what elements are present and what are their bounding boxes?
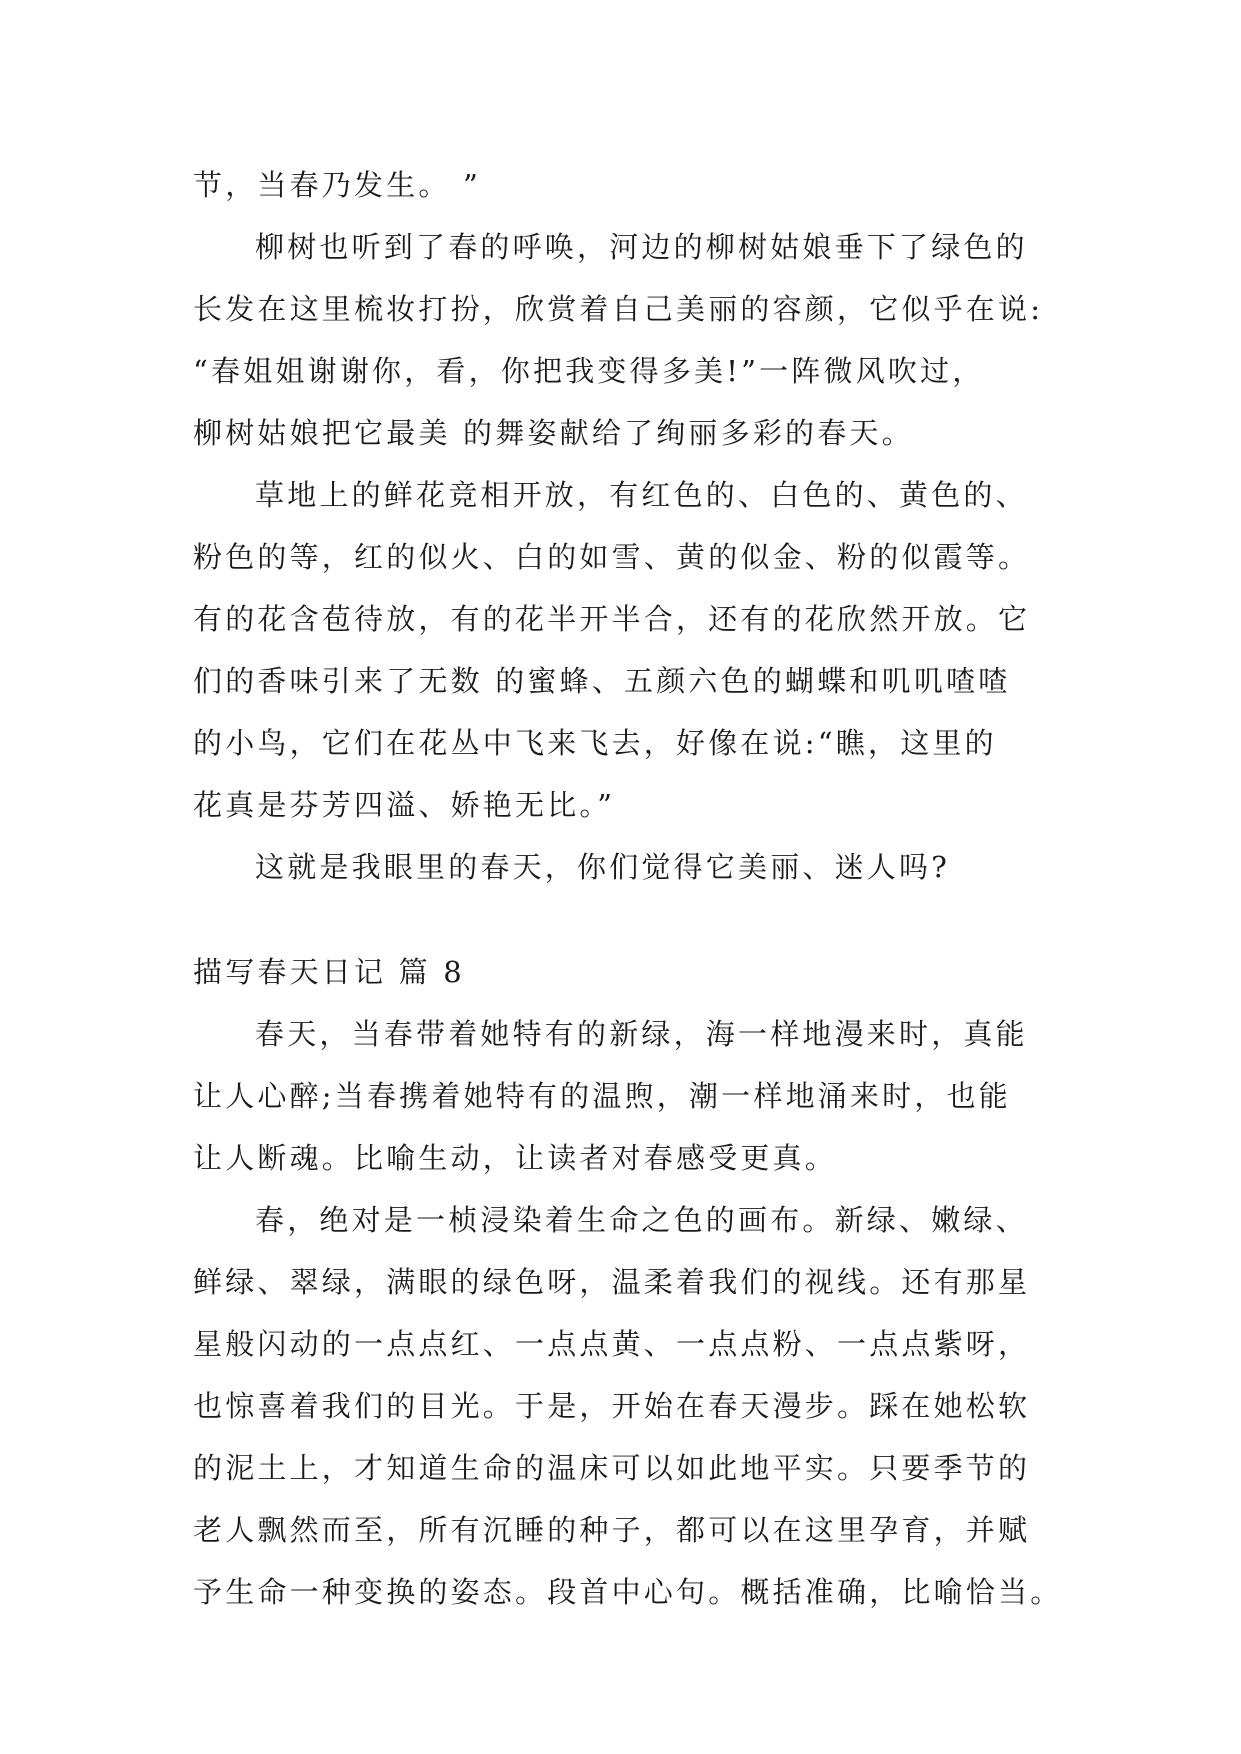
text-line: 花真是芬芳四溢、娇艳无比。” — [193, 788, 616, 822]
text-line: 的小鸟，它们在花丛中飞来飞去，好像在说:“瞧，这里的 — [193, 726, 997, 760]
text-line: 柳树姑娘把它最美 的舞姿献给了绚丽多彩的春天。 — [193, 416, 914, 450]
paragraph-start: 春天，当春带着她特有的新绿，海一样地漫来时，真能 — [255, 1017, 1028, 1051]
paragraph-start: 柳树也听到了春的呼唤，河边的柳树姑娘垂下了绿色的 — [255, 230, 1028, 264]
text-line: 们的香味引来了无数 的蜜蜂、五颜六色的蝴蝶和叽叽喳喳 — [193, 664, 1011, 698]
section-heading: 描写春天日记 篇 8 — [193, 955, 465, 989]
paragraph-start: 这就是我眼里的春天，你们觉得它美丽、迷人吗? — [255, 850, 950, 884]
paragraph-start: 草地上的鲜花竞相开放，有红色的、白色的、黄色的、 — [255, 478, 1028, 512]
text-line: 让人心醉;当春携着她特有的温煦，潮一样地涌来时，也能 — [193, 1079, 1011, 1113]
text-line: 的泥土上，才知道生命的温床可以如此地平实。只要季节的 — [193, 1451, 1031, 1485]
text-line: 节，当春乃发生。 ” — [193, 168, 482, 202]
text-line: 长发在这里梳妆打扮，欣赏着自己美丽的容颜，它似乎在说: — [193, 292, 1044, 326]
paragraph-start: 春，绝对是一桢浸染着生命之色的画布。新绿、嫩绿、 — [255, 1203, 1028, 1237]
text-line: 有的花含苞待放，有的花半开半合，还有的花欣然开放。它 — [193, 602, 1031, 636]
text-line: 让人断魂。比喻生动，让读者对春感受更真。 — [193, 1141, 838, 1175]
text-line: 也惊喜着我们的目光。于是，开始在春天漫步。踩在她松软 — [193, 1389, 1031, 1423]
text-line: 鲜绿、翠绿，满眼的绿色呀，温柔着我们的视线。还有那星 — [193, 1265, 1031, 1299]
text-line: “春姐姐谢谢你，看，你把我变得多美!”一阵微风吹过， — [193, 354, 985, 388]
text-line: 予生命一种变换的姿态。段首中心句。概括准确，比喻恰当。 — [193, 1575, 1063, 1609]
text-line: 老人飘然而至，所有沉睡的种子，都可以在这里孕育，并赋 — [193, 1513, 1031, 1547]
text-line: 星般闪动的一点点红、一点点黄、一点点粉、一点点紫呀， — [193, 1327, 1031, 1361]
text-line: 粉色的等，红的似火、白的如雪、黄的似金、粉的似霞等。 — [193, 540, 1031, 574]
